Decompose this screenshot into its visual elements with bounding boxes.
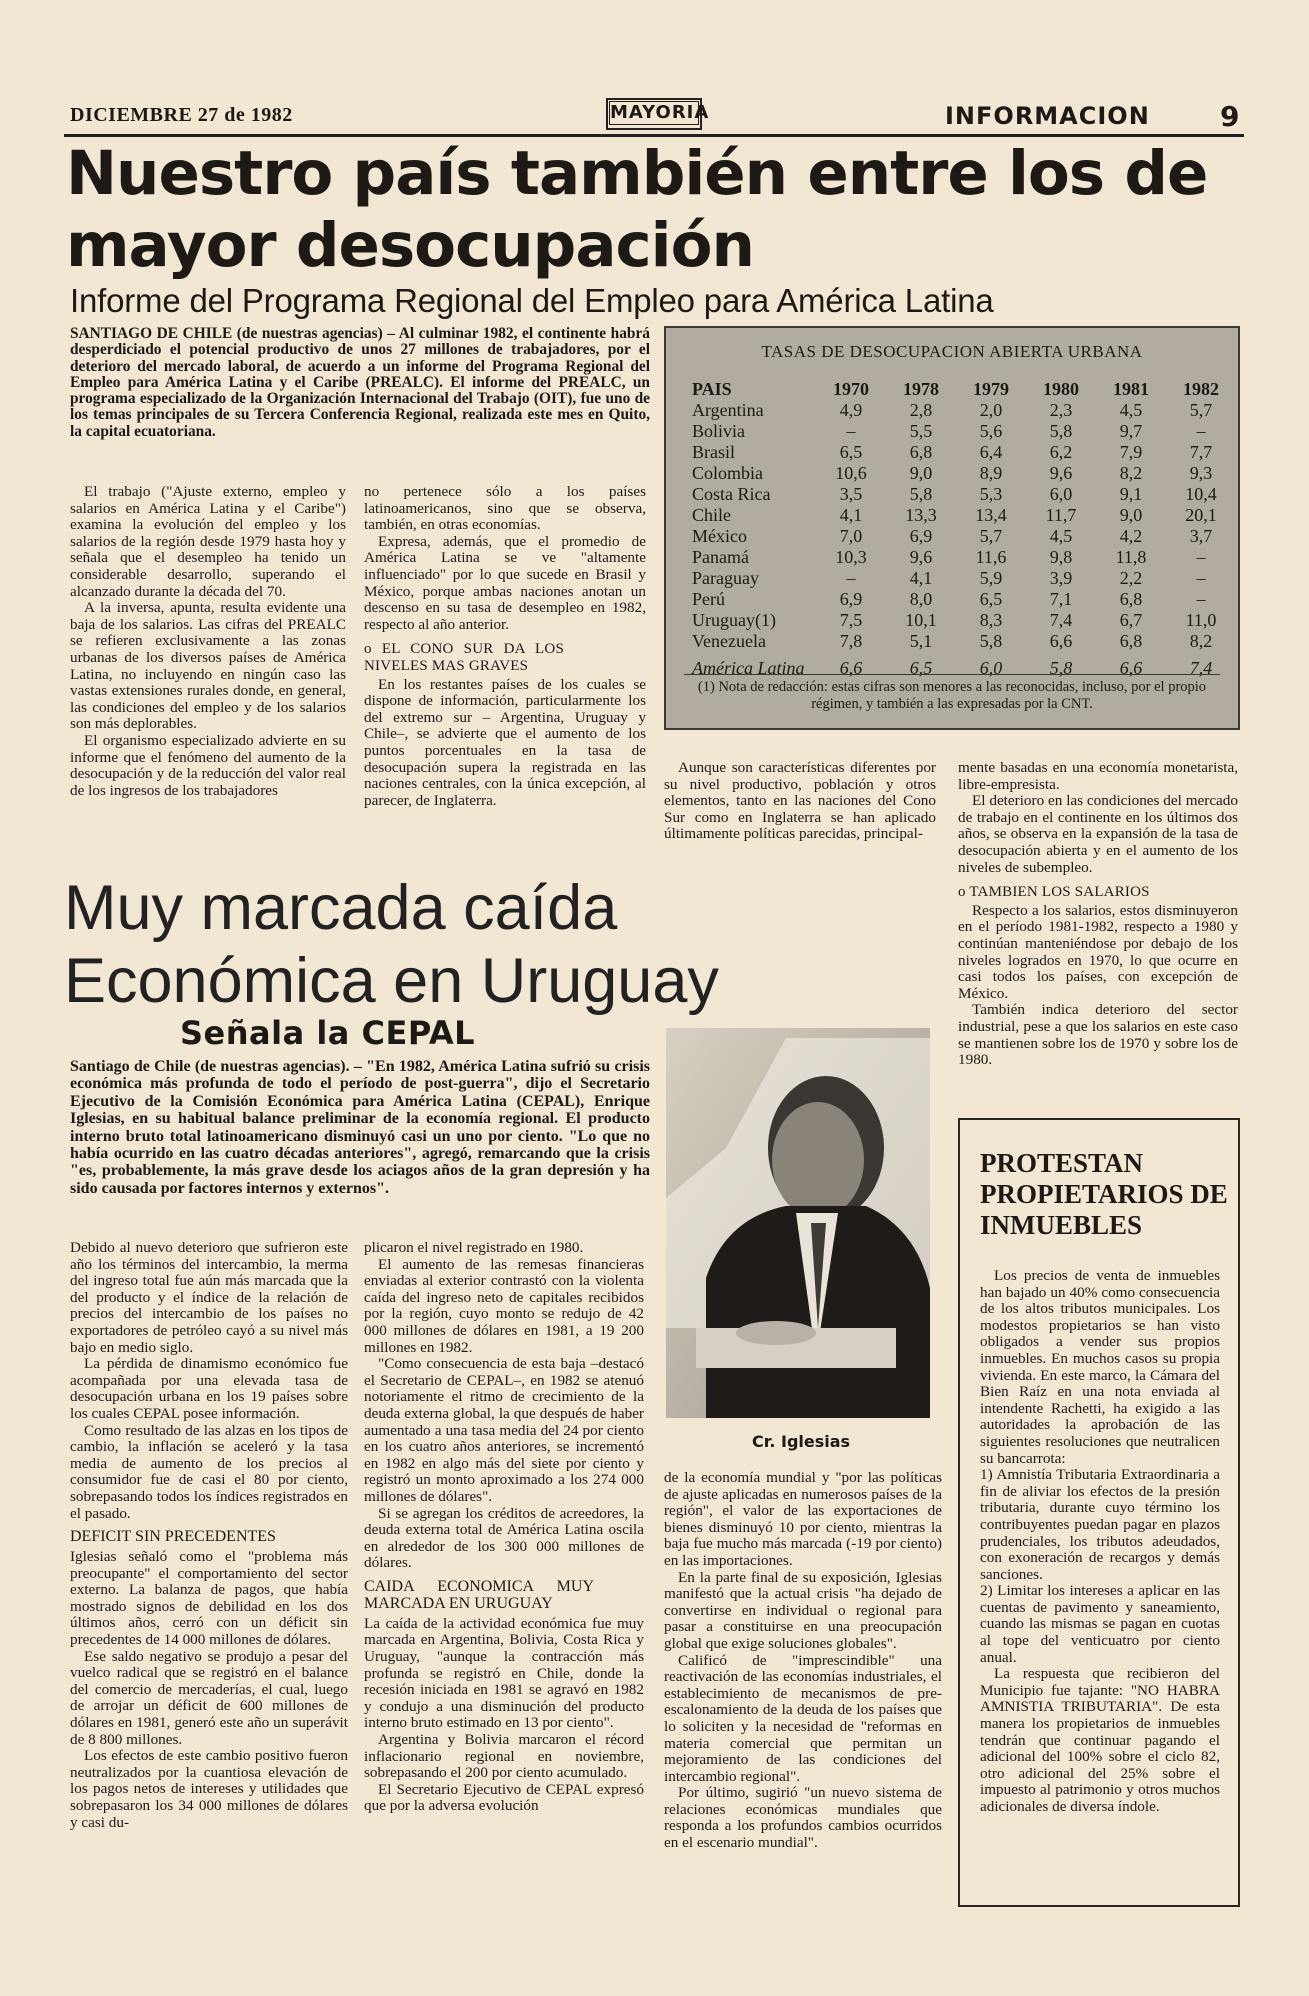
paragraph: Respecto a los salarios, estos disminuyeron en el período 1981-1982, respecto a 1980 y continúan manteniéndose por debajo de los niveles logrados en 1970, lo que ocurre en casi todos los países, con excepción de México. [958, 901, 1238, 1002]
table-cell: 6,2 [1049, 441, 1073, 462]
article2-deck: Señala la CEPAL [180, 1014, 476, 1052]
paragraph: mente basadas en una economía monetarista, libre-empresista. [958, 759, 1238, 793]
table-cell: 10,6 [835, 462, 867, 483]
table-cell: 6,9 [909, 525, 933, 546]
paragraph: Los efectos de este cambio positivo fueron neutralizados por la cuantiosa elevación de los pagos netos de intereses y utilidades que sobrepasaron los 34 000 millones de dólares y casi du- [70, 1747, 348, 1831]
table-row [686, 462, 1236, 483]
table-cell: Uruguay(1) [692, 609, 776, 630]
paragraph: no pertenece sólo a los países latinoamericanos, sino que se observa, también, en otras economías. [364, 483, 646, 534]
table-cell: Venezuela [692, 630, 766, 651]
box-body [980, 1268, 1220, 1816]
table-header-cell: 1982 [1183, 378, 1219, 399]
table-cell: Paraguay [692, 567, 759, 588]
sidebar-box-inmuebles [958, 1118, 1240, 1907]
table-cell: 6,5 [979, 588, 1003, 609]
table-cell: 7,4 [1049, 609, 1073, 630]
article1-deck: Informe del Programa Regional del Empleo para América Latina [70, 282, 994, 319]
table-cell: 4,1 [909, 567, 933, 588]
table-note: (1) Nota de redacción: estas cifras son menores a las reconocidas, incluso, por el propio régimen, y también a las expresadas por la CNT. [684, 674, 1220, 713]
table-cell: 20,1 [1185, 504, 1217, 525]
article1-headline: Nuestro país también entre los de mayor desocupación [66, 138, 1208, 281]
table-cell: 10,1 [905, 609, 937, 630]
table-header-cell: PAIS [692, 378, 732, 399]
table-cell: Costa Rica [692, 483, 771, 504]
paragraph: Como resultado de las alzas en los tipos de cambio, la inflación se aceleró y la tasa media de aumento de los precios al consumidor fue de casi el 80 por ciento, sobrepasando todos los índices registrados en el pasado. [70, 1421, 348, 1522]
article2-column-2 [364, 1240, 644, 1815]
paragraph: El trabajo ("Ajuste externo, empleo y salarios en América Latina y el Caribe") examina la evolución del empleo y los salarios de la región desde 1979 hasta hoy y señala que el desempleo ha tenido un considerable desarrollo, superando el alcanzado durante la década del 70. [70, 483, 346, 600]
paragraph: Argentina y Bolivia marcaron el récord inflacionario regional en noviembre, sobrepasando el 200 por ciento acumulado. [364, 1731, 644, 1782]
table-cell: – [846, 567, 856, 588]
table-header-cell: 1981 [1113, 378, 1149, 399]
table-cell: 11,6 [975, 546, 1007, 567]
table-cell: 10,4 [1185, 483, 1217, 504]
paragraph: El Secretario Ejecutivo de CEPAL expresó que por la adversa evolución [364, 1780, 644, 1815]
table-cell: 4,5 [1049, 525, 1073, 546]
table-cell: 2,0 [979, 399, 1003, 420]
table-cell: Chile [692, 504, 731, 525]
article1-column-3 [664, 760, 936, 843]
table-cell: – [1196, 420, 1206, 441]
table-cell: 7,8 [839, 630, 863, 651]
table-cell: Brasil [692, 441, 735, 462]
table-cell: 5,8 [1049, 420, 1073, 441]
paragraph: plicaron el nivel registrado en 1980. [364, 1239, 584, 1256]
paragraph: de la economía mundial y "por las políticas de ajuste aplicadas en numerosos países de la región", el valor de las exportaciones de bienes disminuyó 10 por ciento, mientras la baja fue mucho más marcada (-19 por ciento) en las importaciones. [664, 1469, 942, 1569]
table-header-cell: 1970 [833, 378, 869, 399]
table-row [686, 525, 1236, 546]
table-cell: Colombia [692, 462, 763, 483]
paragraph: Los precios de venta de inmuebles han bajado un 40% como consecuencia de los altos tributos municipales. Los modestos propietarios se han visto obligados a vender sus propios inmuebles. En muchos casos su propia vivienda. En este marco, la Cámara del Bien Raíz en una nota enviada al intendente Rachetti, ha exigido a las autoridades la aprobación de las siguientes resoluciones que neutralicen su bancarrota: [980, 1267, 1220, 1467]
table-cell: 6,7 [1119, 609, 1143, 630]
table-cell: 11,8 [1115, 546, 1147, 567]
table-cell: 6,6 [1119, 657, 1143, 678]
table-cell: 5,3 [979, 483, 1003, 504]
table-cell: 5,8 [909, 483, 933, 504]
table-cell: 4,5 [1119, 399, 1143, 420]
table-cell: 5,9 [979, 567, 1003, 588]
table-body [686, 399, 1236, 678]
paragraph: Si se agregan los créditos de acreedores, la deuda externa total de América Latina oscila en alrededor de los 300 000 millones de dólares. [364, 1504, 644, 1572]
table-cell: 6,8 [909, 441, 933, 462]
table-cell: 7,4 [1189, 657, 1213, 678]
table-cell: 9,6 [1049, 462, 1073, 483]
table-cell: 8,2 [1189, 630, 1213, 651]
table-row [686, 483, 1236, 504]
table-cell: 6,6 [1049, 630, 1073, 651]
table-cell: 4,1 [839, 504, 863, 525]
table-cell: 4,2 [1119, 525, 1143, 546]
table-row [686, 399, 1236, 420]
table-cell: 6,5 [839, 441, 863, 462]
table-cell: 6,4 [979, 441, 1003, 462]
paragraph: También indica deterioro del sector industrial, pese a que los salarios en este caso se mantienen sobre los de 1970 y sobre los de 1980. [958, 1001, 1238, 1069]
table-header-cell: 1978 [903, 378, 939, 399]
portrait-photo [666, 1028, 930, 1418]
table-cell: 3,7 [1189, 525, 1213, 546]
table-cell: América Latina [692, 657, 805, 678]
header-rule [64, 134, 1244, 137]
table-cell: 7,1 [1049, 588, 1073, 609]
paragraph: Calificó de "imprescindible" una reactivación de las economías industriales, el establecimiento de mecanismos de pre-escalonamiento de la deuda de los países que lo soliciten y la necesidad de "reformas en materia comercial que permitan un mejoramiento de las condiciones del intercambio regional". [664, 1651, 942, 1785]
table-cell: – [846, 420, 856, 441]
article2-headline-line1: Muy marcada caída [64, 873, 618, 943]
table-cell: 10,3 [835, 546, 867, 567]
table-row [686, 441, 1236, 462]
table-cell: 6,8 [1119, 588, 1143, 609]
paragraph: Ese saldo negativo se produjo a pesar del vuelco radical que se registró en el balance del comercio de mercaderías, el cual, luego de arrojar un déficit de 600 millones de dólares en 1981, generó este año un superávit de 8 800 millones. [70, 1647, 348, 1748]
table-cell: 4,9 [839, 399, 863, 420]
table-grid [686, 378, 1236, 678]
table-cell: 9,8 [1049, 546, 1073, 567]
issue-date: DICIEMBRE 27 de 1982 [70, 104, 293, 126]
table-cell: 13,4 [975, 504, 1007, 525]
table-cell: 9,1 [1119, 483, 1143, 504]
article1-column-1 [70, 484, 346, 799]
article2-lead: Santiago de Chile (de nuestras agencias). – "En 1982, América Latina sufrió su crisis económica más profunda de todo el período de post-guerra", dijo el Secretario Ejecutivo de la Comisión Económica para América Latina (CEPAL), Enrique Iglesias, en su habitual balance preliminar de la economía regional. El producto interno bruto total latinoamericano disminuyó casi un uno por ciento. "Lo que no había ocurrido en las cuatro décadas anteriores", agregó, remarcando que la crisis "es, probablemente, la más grave desde los aciagos años de la gran depresión y ha sido causada por factores internos y externos". [70, 1058, 650, 1197]
table-header-cell: 1979 [973, 378, 1009, 399]
table-cell: 5,1 [909, 630, 933, 651]
article1-subhead-salarios: o TAMBIEN LOS SALARIOS [958, 884, 1150, 901]
paragraph: Iglesias señaló como el "problema más preocupante" el comportamiento del sector externo. La balanza de pagos, que había mostrado signos de debilidad en los dos últimos años, cerró con un déficit sin precedentes de 14 000 millones de dólares. [70, 1548, 348, 1649]
table-cell: 9,0 [909, 462, 933, 483]
table-header-row [686, 378, 1236, 399]
table-cell: 13,3 [905, 504, 937, 525]
table-cell: 2,2 [1119, 567, 1143, 588]
paragraph: En la parte final de su exposición, Iglesias manifestó que la actual crisis "ha dejado de convertirse en individual o regional para pasar a constituirse en una preocupación global que exige soluciones globales". [664, 1568, 942, 1652]
page-number: 9 [1220, 100, 1240, 133]
table-cell: 8,2 [1119, 462, 1143, 483]
paragraph: 2) Limitar los intereses a aplicar en las cuentas de pavimento y saneamiento, cuando las mismas se pagan en cuotas al tope del venticuatro por ciento anual. [980, 1582, 1220, 1666]
paragraph: El deterioro en las condiciones del mercado de trabajo en el continente en los últimos dos años, se observa en la expansión de la tasa de desocupación abierta y en el aumento de los niveles de subempleo. [958, 792, 1238, 876]
article2-column-3 [664, 1470, 942, 1852]
table-row [686, 630, 1236, 651]
table-cell: 6,5 [909, 657, 933, 678]
photo-caption: Cr. Iglesias [752, 1432, 851, 1451]
table-cell: 5,8 [979, 630, 1003, 651]
table-cell: 5,7 [1189, 399, 1213, 420]
table-cell: 9,7 [1119, 420, 1143, 441]
article2-subhead-uruguay: CAIDA ECONOMICA MUY MARCADA EN URUGUAY [364, 1577, 594, 1612]
table-row [686, 588, 1236, 609]
table-cell: 11,7 [1045, 504, 1077, 525]
table-cell: 3,5 [839, 483, 863, 504]
article2-headline [64, 872, 884, 1018]
paragraph: Por último, sugirió "un nuevo sistema de relaciones económicas mundiales que responda a los profundos cambios ocurridos en el escenario mundial". [664, 1784, 942, 1852]
paragraph: 1) Amnistía Tributaria Extraordinaria a fin de aliviar los efectos de la presión tributaria, durante cuyo término los contribuyentes puedan pagar en plazos prudenciales, los tributos adeudados, con exoneración de recargos y demás sanciones. [980, 1466, 1220, 1583]
paragraph: El aumento de las remesas financieras enviadas al exterior contrastó con la violenta caída del ingreso neto de capitales recibidos por la región, cuyo monto se redujo de 42 000 millones de dólares en 1981, a 19 200 millones en 1982. [364, 1255, 644, 1356]
paragraph: La pérdida de dinamismo económico fue acompañada por una elevada tasa de desocupación urbana en los 19 países sobre los cuales CEPAL posee información. [70, 1355, 348, 1422]
table-cell: 6,0 [1049, 483, 1073, 504]
paragraph: Debido al nuevo deterioro que sufrieron este año los términos del intercambio, la merma del ingreso total fue aún más marcada que la del producto y el índice de la relación de precios del intercambio de los países no exportadores de petróleo cayó a su nivel más bajo en medio siglo. [70, 1239, 348, 1356]
table-cell: 8,0 [909, 588, 933, 609]
article1-column-4 [958, 760, 1238, 1069]
paragraph: Expresa, además, que el promedio de América Latina se ve "altamente influenciado" por lo que sucede en Brasil y México, porque ambas naciones anotan un descenso en su tasa de desempleo en 1982, respecto al año anterior. [364, 532, 646, 633]
article2-subhead-deficit: DEFICIT SIN PRECEDENTES [70, 1528, 276, 1546]
article1-subhead: o EL CONO SUR DA LOS NIVELES MAS GRAVES [364, 641, 564, 674]
box-title: PROTESTAN PROPIETARIOS DE INMUEBLES [980, 1148, 1228, 1240]
paragraph: La respuesta que recibieron del Municipio fue tajante: "NO HABRA AMNISTIA TRIBUTARIA". De esta manera los propietarios de inmuebles tendrán que continuar pagando el adicional del 100% sobre el ciclo 82, otro adicional del 25% sobre el impuesto al patrimonio y otros muchos adicionales de diversa índole. [980, 1665, 1220, 1815]
table-cell: 11,0 [1185, 609, 1217, 630]
paragraph: A la inversa, apunta, resulta evidente una baja de los salarios. Las cifras del PREALC se refieren exclusivamente a las zonas urbanas de los diversos países de América Latina, no incluyendo en ningún caso las vastas extensiones rurales donde, en general, las condiciones del empleo y de los salarios son más deplorables. [70, 599, 346, 733]
table-cell: México [692, 525, 747, 546]
table-cell: 6,6 [839, 657, 863, 678]
article2-column-1 [70, 1240, 348, 1831]
paragraph: En los restantes países de los cuales se dispone de información, particularmente los del extremo sur – Argentina, Uruguay y Chile–, se advierte que el aumento de los puntos porcentuales en la tasa de desocupación supera la registrada en las naciones centrales, con la única excepción, al parecer, de Inglaterra. [364, 675, 646, 809]
table-cell: Bolivia [692, 420, 745, 441]
table-row [686, 546, 1236, 567]
table-cell: 9,0 [1119, 504, 1143, 525]
table-cell: 7,5 [839, 609, 863, 630]
table-cell: 6,0 [979, 657, 1003, 678]
table-row [686, 609, 1236, 630]
article1-column-2 [364, 484, 646, 809]
table-cell: – [1196, 546, 1206, 567]
paragraph: "Como consecuencia de esta baja –destacó el Secretario de CEPAL–, en 1982 se atenuó notoriamente el ritmo de crecimiento de la deuda externa global, la que después de haber aumentado a una tasa media del 24 por ciento en los cuatro años anteriores, se incrementó en 1982 en algo más del siete por ciento y registró un monto aproximado a los 274 000 millones de dólares". [364, 1355, 644, 1505]
table-header-cell: 1980 [1043, 378, 1079, 399]
table-cell: 9,3 [1189, 462, 1213, 483]
table-cell: 6,8 [1119, 630, 1143, 651]
table-cell: 7,7 [1189, 441, 1213, 462]
table-cell: 8,3 [979, 609, 1003, 630]
table-cell: Argentina [692, 399, 764, 420]
table-cell: 9,6 [909, 546, 933, 567]
table-row [686, 567, 1236, 588]
table-cell: 6,9 [839, 588, 863, 609]
table-cell: 5,6 [979, 420, 1003, 441]
newspaper-logo: MAYORIA [606, 98, 702, 130]
table-cell: 5,8 [1049, 657, 1073, 678]
paragraph: Aunque son características diferentes por su nivel productivo, población y otros elementos, tanto en las naciones del Cono Sur como en Inglaterra se han aplicado últimamente políticas parecidas, principal- [664, 759, 936, 843]
table-cell: 5,5 [909, 420, 933, 441]
table-cell: – [1196, 588, 1206, 609]
table-title: TASAS DE DESOCUPACION ABIERTA URBANA [761, 342, 1143, 361]
article1-lead: SANTIAGO DE CHILE (de nuestras agencias) – Al culminar 1982, el continente habrá desperdiciado el potencial productivo de unos 27 millones de trabajadores, por el deterioro del mercado laboral, de acuerdo a un informe del Programa Regional del Empleo para América Latina y el Caribe (PREALC). El informe del PREALC, un programa especializado de la Organización Internacional del Trabajo (OIT), fue uno de los temas principales de su Tercera Conferencia Regional, realizada este mes en Quito, la capital ecuatoriana. [70, 325, 650, 440]
table-cell: 5,7 [979, 525, 1003, 546]
table-cell: 2,3 [1049, 399, 1073, 420]
paragraph: La caída de la actividad económica fue muy marcada en Argentina, Bolivia, Costa Rica y Uruguay, "aunque la contracción más profunda se registró en Chile, donde la recesión iniciada en 1981 se agravó en 1982 y condujo a una disminución del producto interno bruto estimado en 13 por ciento". [364, 1614, 644, 1732]
table-cell: 2,8 [909, 399, 933, 420]
table-cell: 8,9 [979, 462, 1003, 483]
article2-headline-line2: Económica en Uruguay [64, 946, 719, 1016]
table-cell: 7,9 [1119, 441, 1143, 462]
table-cell: 3,9 [1049, 567, 1073, 588]
table-cell: Panamá [692, 546, 749, 567]
table-row [686, 504, 1236, 525]
table-row [686, 420, 1236, 441]
table-cell: – [1196, 567, 1206, 588]
table-cell: Perú [692, 588, 725, 609]
table-cell: 7,0 [839, 525, 863, 546]
paragraph: El organismo especializado advierte en su informe que el fenómeno del aumento de la desocupación y de la reducción del valor real de los ingresos de los trabajadores [70, 731, 346, 799]
section-name: INFORMACION [945, 102, 1150, 130]
unemployment-table [664, 326, 1240, 730]
